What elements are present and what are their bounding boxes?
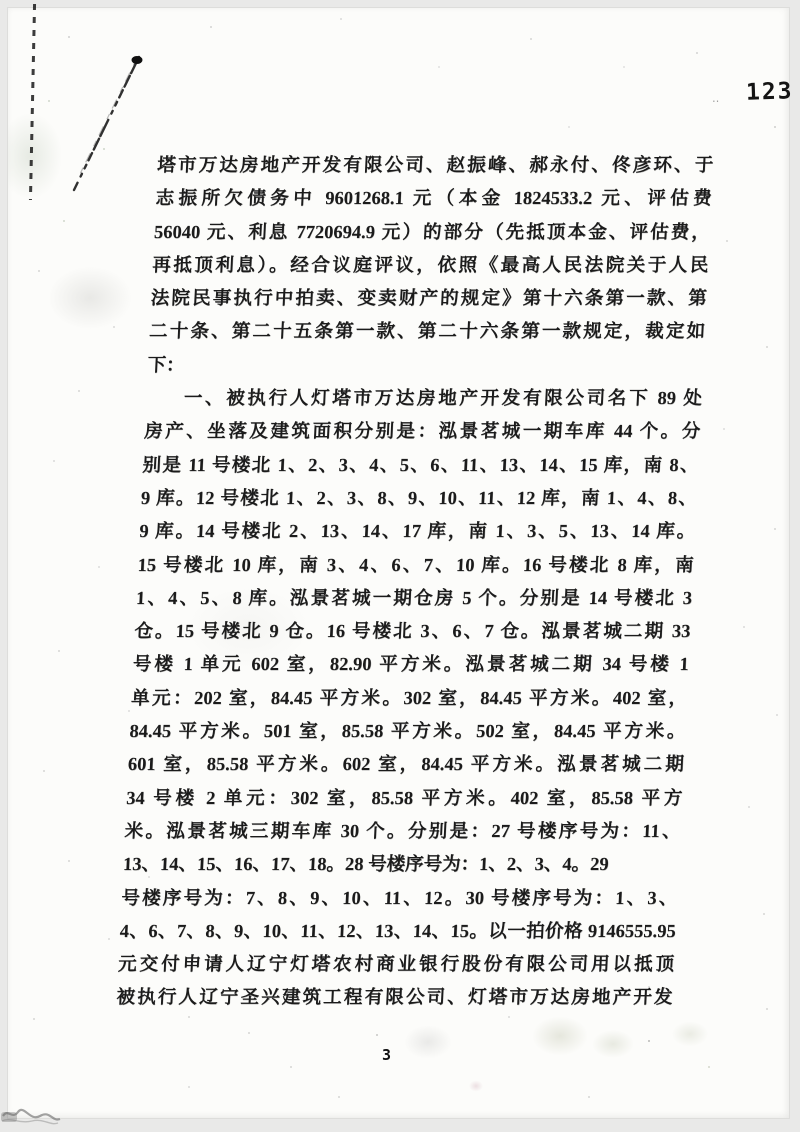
text-line: 号楼序号为：7、8、9、10、11、12。30 号楼序号为：1、3、 [120, 888, 678, 909]
ruling-body-text [116, 150, 714, 1016]
text-line: 84.45 平方米。501 室，85.58 平方米。502 室，84.45 平方米。 [129, 722, 687, 743]
text-line: 13、14、15、16、17、18。28 号楼序号为：1、2、3、4。29 [122, 855, 610, 876]
text-line: 志振所欠债务中 9601268.1 元（本金 1824533.2 元、评估费 [155, 189, 713, 210]
document-page [8, 8, 794, 1118]
text-line: 1、4、5、8 库。泓景茗城一期仓房 5 个。分别是 14 号楼北 3 [135, 588, 693, 609]
text-line: 56040 元、利息 7720694.9 元）的部分（先抵顶本金、评估费， [153, 222, 711, 243]
text-line: 米。泓景茗城三期车库 30 个。分别是：27 号楼序号为：11、 [124, 821, 682, 842]
pencil-smudge-mark [0, 1086, 110, 1128]
text-line: 二十条、第二十五条第一款、第二十六条第一款规定，裁定如 [148, 322, 706, 343]
text-line: 一、被执行人灯塔市万达房地产开发有限公司名下 89 处 [183, 389, 703, 410]
text-line: 号楼 1 单元 602 室，82.90 平方米。泓景茗城二期 34 号楼 1 [132, 655, 690, 676]
text-line: 法院民事执行中拍卖、变卖财产的规定》第十六条第一款、第 [150, 289, 708, 310]
footer-page-number: 3 [382, 1046, 392, 1064]
text-line: 9 库。14 号楼北 2、13、14、17 库，南 1、3、5、13、14 库。 [138, 522, 696, 543]
text-line: 601 室，85.58 平方米。602 室，84.45 平方米。泓景茗城二期 [127, 755, 685, 776]
text-line: 元交付申请人辽宁灯塔农村商业银行股份有限公司用以抵顶 [117, 955, 675, 976]
text-line: 仓。15 号楼北 9 仓。16 号楼北 3、6、7 仓。泓景茗城二期 33 [133, 622, 691, 643]
text-line: 别是 11 号楼北 1、2、3、4、5、6、11、13、14、15 库，南 8、 [142, 455, 700, 476]
text-line: 34 号楼 2 单元：302 室，85.58 平方米。402 室，85.58 平方 [125, 788, 683, 809]
corner-page-number: 123 [745, 78, 794, 106]
text-line: 塔市万达房地产开发有限公司、赵振峰、郝永付、佟彦环、于 [156, 156, 714, 176]
text-line: 4、6、7、8、9、10、11、12、13、14、15。以一拍价格 9146555.95 [119, 921, 677, 942]
text-line: 15 号楼北 10 库，南 3、4、6、7、10 库。16 号楼北 8 库，南 [137, 555, 695, 576]
text-line: 下： [146, 355, 185, 376]
text-line: 9 库。12 号楼北 1、2、3、8、9、10、11、12 库，南 1、4、8、 [140, 488, 698, 509]
text-line: 房产、坐落及建筑面积分别是：泓景茗城一期车库 44 个。分 [143, 422, 701, 443]
text-line: 再抵顶利息）。经合议庭评议，依照《最高人民法院关于人民 [151, 255, 709, 276]
text-line: 单元：202 室，84.45 平方米。302 室，84.45 平方米。402 室， [130, 688, 688, 709]
scan-noise-speckles [8, 8, 10, 10]
scan-dot-marks: ‥ [712, 93, 723, 105]
text-line: 被执行人辽宁圣兴建筑工程有限公司、灯塔市万达房地产开发 [116, 988, 673, 1009]
